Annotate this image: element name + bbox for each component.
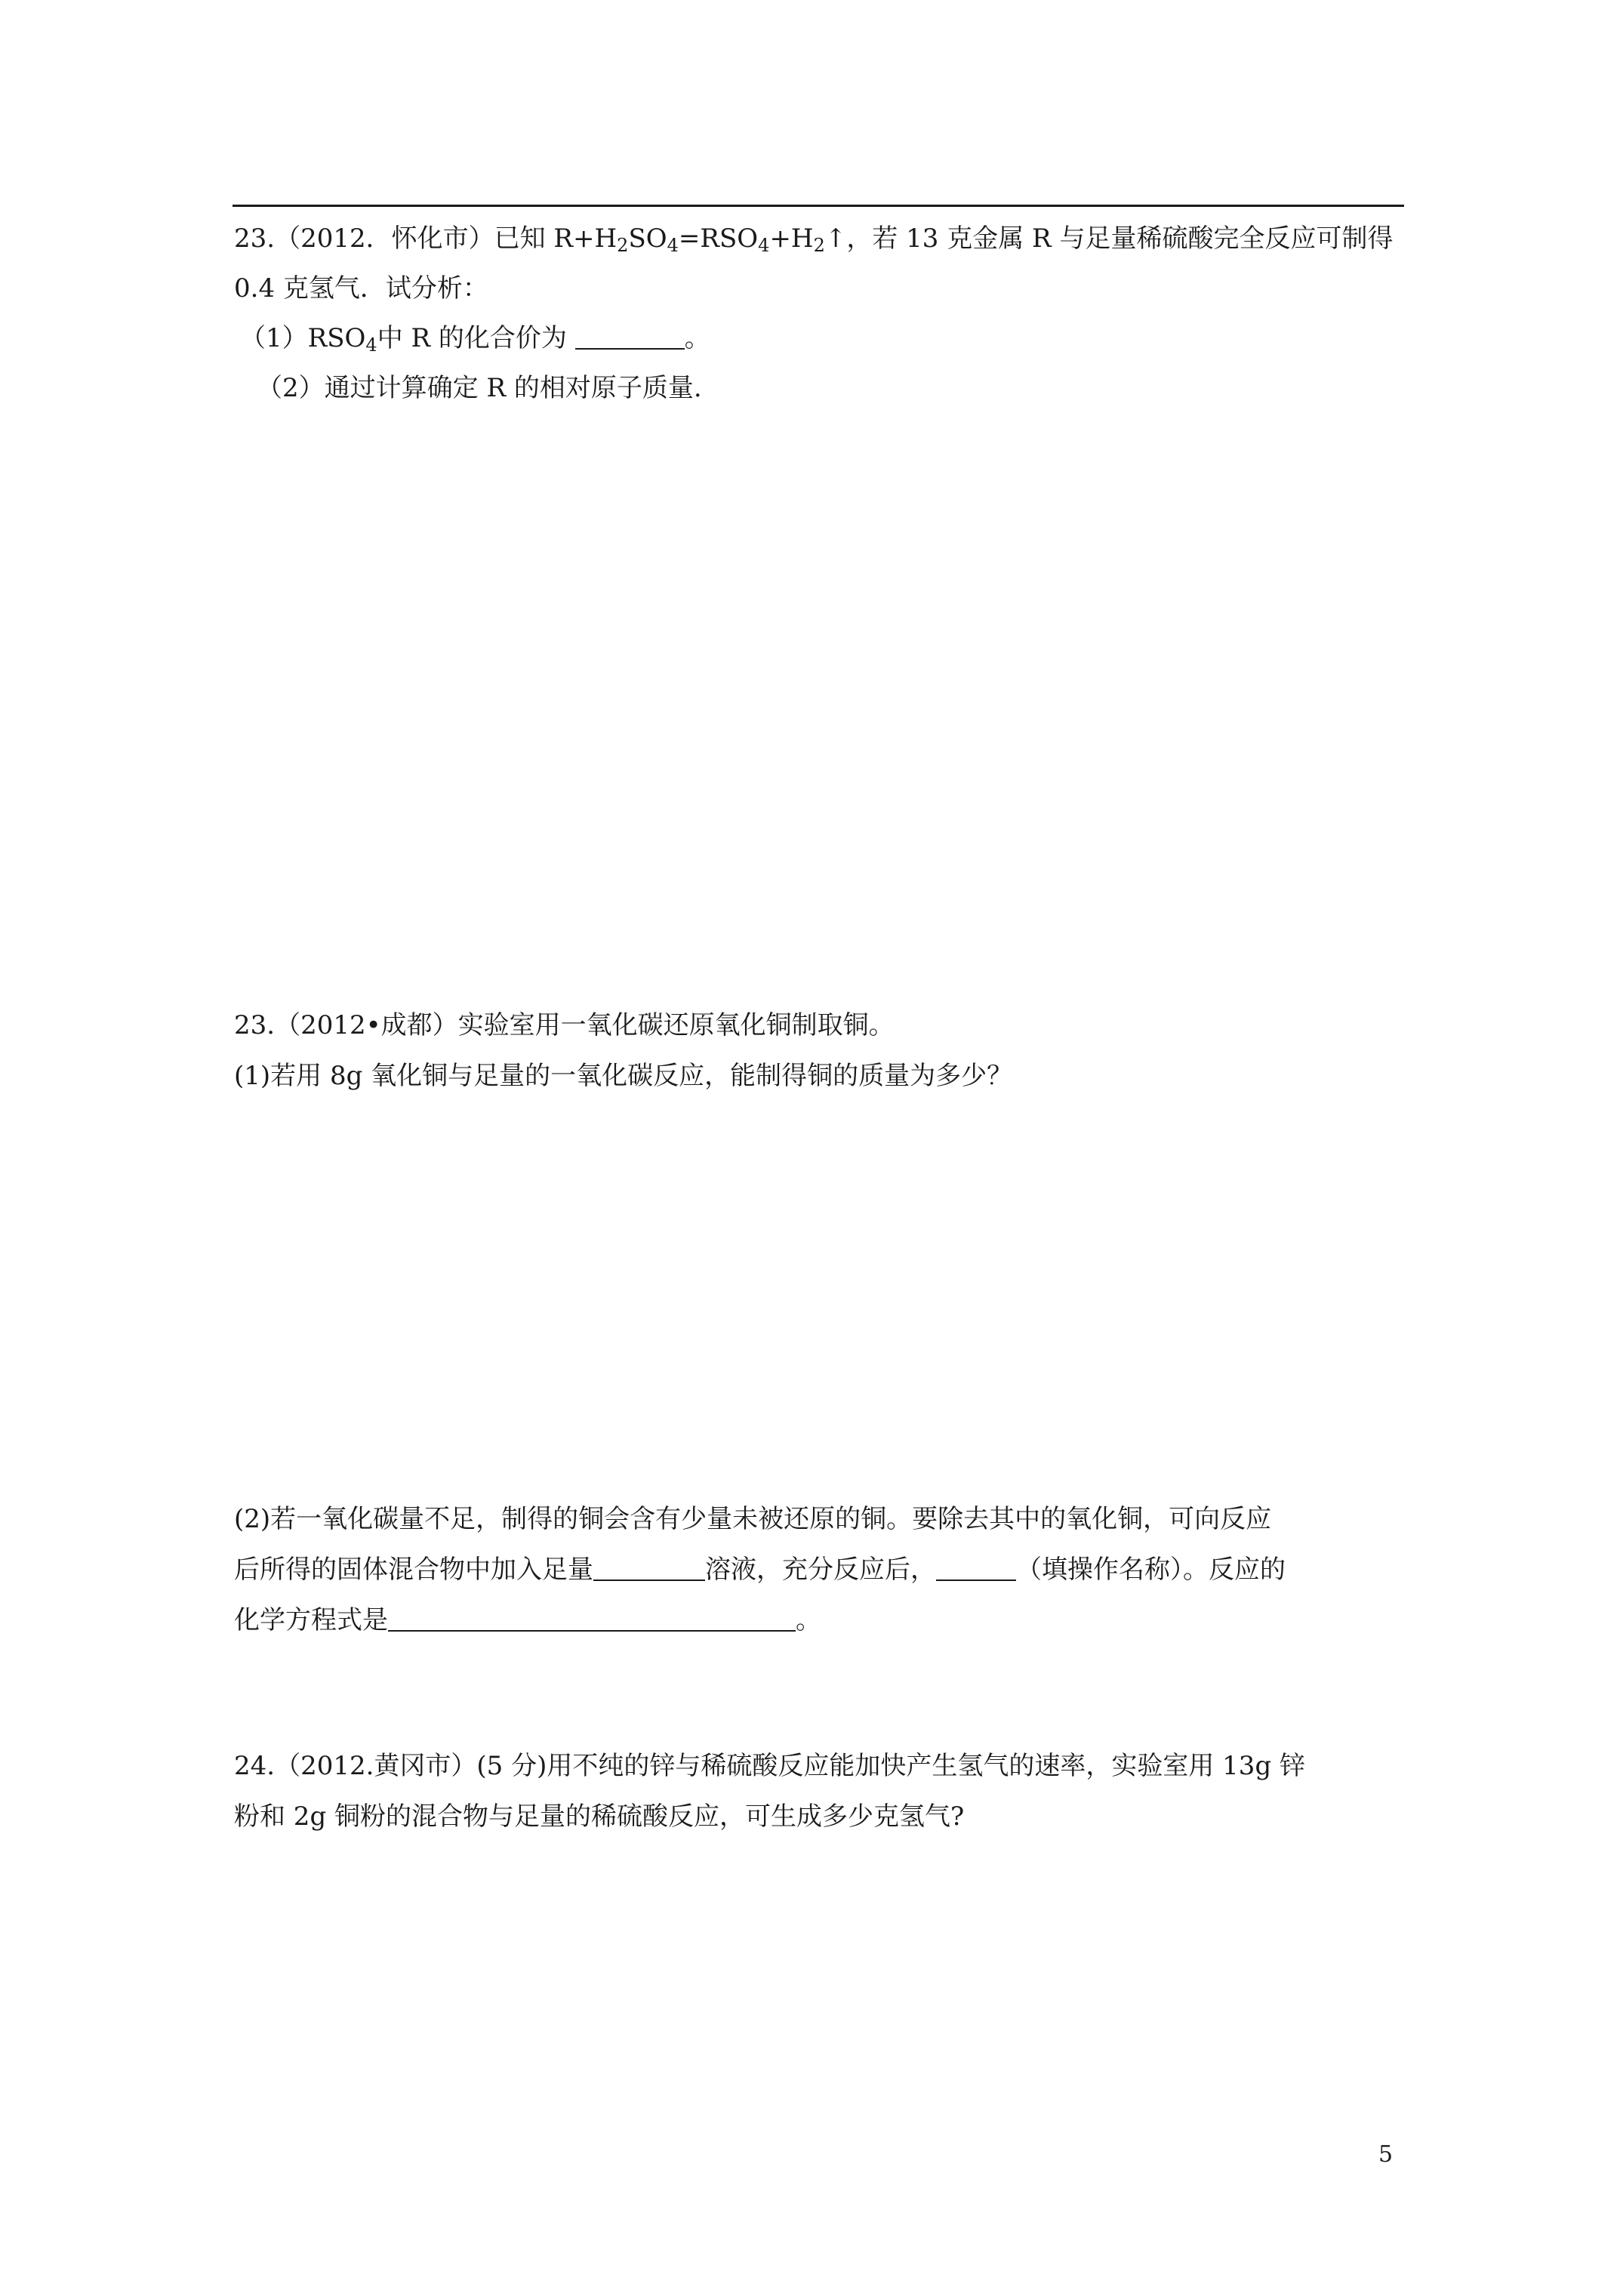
q24-line2: 粉和 2g 铜粉的混合物与足量的稀硫酸反应，可生成多少克氢气? <box>234 1801 965 1832</box>
answer-blank[interactable] <box>593 1557 705 1581</box>
q23a-line2: 0.4 克氢气．试分析： <box>234 273 488 304</box>
header-rule <box>233 205 1404 207</box>
q23b-part1: (1)若用 8g 氧化铜与足量的一氧化碳反应，能制得铜的质量为多少？ <box>234 1061 1013 1091</box>
q23a-part2: （2）通过计算确定 R 的相对原子质量. <box>257 373 702 403</box>
answer-blank[interactable] <box>388 1607 796 1632</box>
q23b-part2-line1: (2)若一氧化碳量不足，制得的铜会含有少量未被还原的铜。要除去其中的氧化铜，可向反应 <box>234 1504 1272 1534</box>
q23a-line1: 23.（2012．怀化市）已知 $R+H_2SO_4=RSO_4+H_2↑$，若 13 克金属 R 与足量稀硫酸完全反应可制得 <box>234 223 1394 256</box>
q23b-part2-line3: 化学方程式是 。 <box>234 1605 821 1635</box>
page-number: 5 <box>1378 2141 1394 2168</box>
answer-blank[interactable] <box>936 1557 1016 1581</box>
q23a-part1: $(1)RSO_4$中 R 的化合价为 。 <box>240 323 710 356</box>
q23b-title: 23.（2012•成都）实验室用一氧化碳还原氧化铜制取铜。 <box>234 1010 895 1040</box>
q24-line1: 24.（2012.黄冈市）(5 分)用不纯的锌与稀硫酸反应能加快产生氢气的速率，实验室用 13g 锌 <box>234 1751 1306 1781</box>
q23b-part2-line2: 后所得的固体混合物中加入足量 溶液，充分反应后， （填操作名称）。反应的 <box>234 1555 1286 1585</box>
answer-blank[interactable] <box>575 325 685 350</box>
